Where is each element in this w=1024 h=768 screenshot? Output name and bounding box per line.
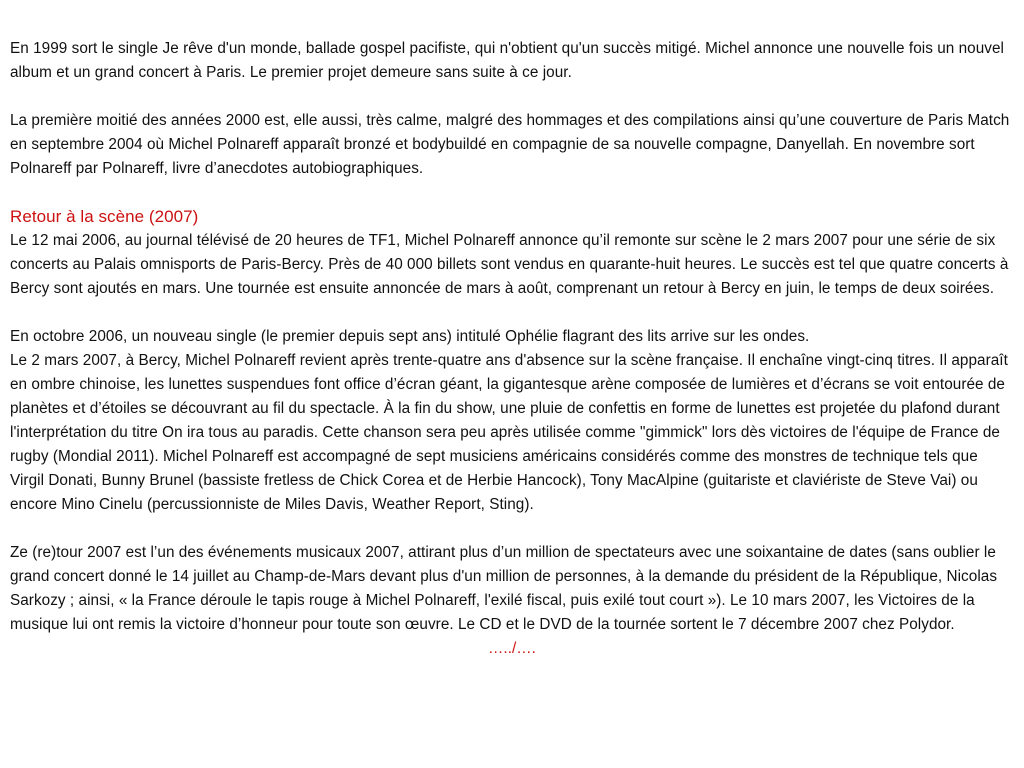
- paragraph-gap: [10, 301, 1014, 325]
- continuation-marker: …../….: [488, 640, 536, 657]
- paragraph-gap: [10, 517, 1014, 541]
- section-heading: Retour à la scène (2007): [10, 207, 199, 226]
- paragraph-bercy-2007: Le 2 mars 2007, à Bercy, Michel Polnareff revient après trente-quatre ans d'absence sur la scène française. Il enchaîne vingt-cinq titres. Il apparaît en ombre chinoise, les lunettes suspendues font office d’écran géant, la gigantesque arène composée de lumières et d’écrans se voit entourée de planètes et d’étoiles se découvrant au fil du spectacle. À la fin du show, une pluie de confettis en forme de lunettes est projetée du plafond durant l'interprétation du titre On ira tous au paradis. Cette chanson sera peu après utilisée comme "gimmick" lors dès victoires de l'équipe de France de rugby (Mondial 2011). Michel Polnareff est accompagné de sept musiciens américains considérés comme des monstres de technique tels que Virgil Donati, Bunny Brunel (bassiste fretless de Chick Corea et de Herbie Hancock), Tony MacAlpine (guitariste et claviériste de Steve Vai) ou encore Mino Cinelu (percussionniste de Miles Davis, Weather Report, Sting).: [10, 352, 1008, 513]
- paragraph-1999-single: En 1999 sort le single Je rêve d'un monde, ballade gospel pacifiste, qui n'obtient qu'un succès mitigé. Michel annonce une nouvelle fois un nouvel album et un grand concert à Paris. Le premier projet demeure sans suite à ce jour.: [10, 40, 1004, 81]
- paragraph-gap: [10, 85, 1014, 109]
- paragraph-gap: [10, 181, 1014, 205]
- paragraph-2000s: La première moitié des années 2000 est, elle aussi, très calme, malgré des hommages et des compilations ainsi qu’une couverture de Paris Match en septembre 2004 où Michel Polnareff apparaît bronzé et bodybuildé en compagnie de sa nouvelle compagne, Danyellah. En novembre sort Polnareff par Polnareff, livre d’anecdotes autobiographiques.: [10, 112, 1010, 177]
- paragraph-single-2006: En octobre 2006, un nouveau single (le premier depuis sept ans) intitulé Ophélie flagrant des lits arrive sur les ondes.: [10, 328, 810, 345]
- paragraph-tour-2007: Ze (re)tour 2007 est l’un des événements musicaux 2007, attirant plus d’un million de spectateurs avec une soixantaine de dates (sans oublier le grand concert donné le 14 juillet au Champ-de-Mars devant plus d'un million de personnes, à la demande du président de la République, Nicolas Sarkozy ; ainsi, « la France déroule le tapis rouge à Michel Polnareff, l'exilé fiscal, puis exilé tout court »). Le 10 mars 2007, les Victoires de la musique lui ont remis la victoire d’honneur pour toute son œuvre. Le CD et le DVD de la tournée sortent le 7 décembre 2007 chez Polydor.: [10, 544, 998, 633]
- paragraph-announcement-2006: Le 12 mai 2006, au journal télévisé de 20 heures de TF1, Michel Polnareff annonce qu’il remonte sur scène le 2 mars 2007 pour une série de six concerts au Palais omnisports de Paris-Bercy. Près de 40 000 billets sont vendus en quarante-huit heures. Le succès est tel que quatre concerts à Bercy sont ajoutés en mars. Une tournée est ensuite annoncée de mars à août, comprenant un retour à Bercy en juin, le temps de deux soirées.: [10, 232, 1009, 297]
